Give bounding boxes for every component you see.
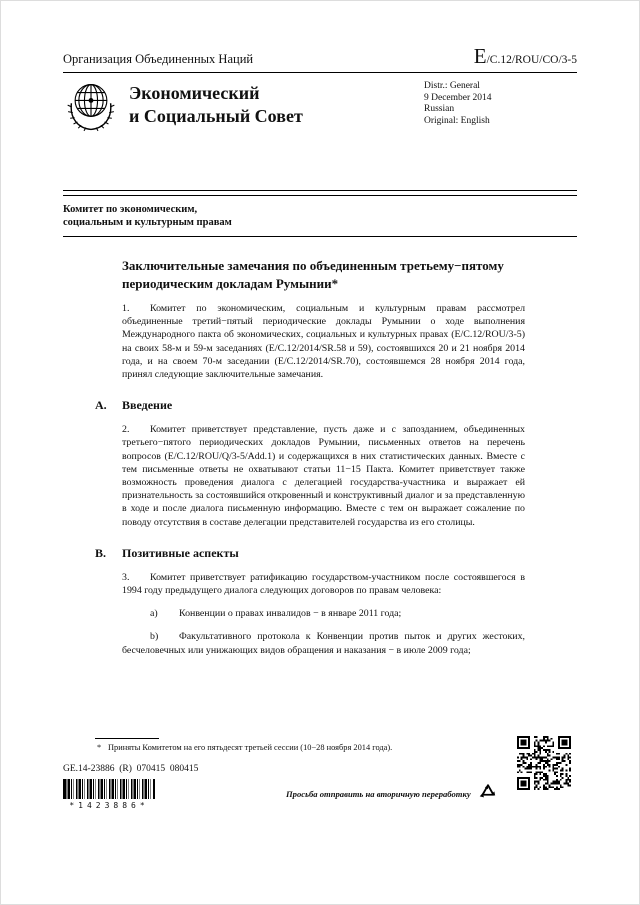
list-item-a (122, 607, 525, 620)
footnote (95, 743, 515, 752)
un-emblem-icon (63, 78, 119, 136)
section-a-letter: A. (95, 398, 107, 413)
footnote-rule (95, 738, 159, 739)
org-name: Организация Объединенных Наций (63, 52, 254, 66)
recycle-icon (478, 781, 498, 806)
section-a-heading (95, 398, 525, 413)
paragraph-1 (122, 302, 525, 381)
ge-document-number: GE.14-23886 (R) 070415 080415 (63, 764, 199, 774)
distribution-info (424, 81, 577, 136)
section-b-heading (95, 546, 525, 561)
masthead (63, 0, 577, 73)
section-rule (63, 236, 577, 237)
list-item-b (122, 630, 525, 656)
footnote-text: Приняты Комитетом на его пятьдесят третьей сессии (10−28 ноября 2014 года). (108, 743, 393, 752)
date-line: 9 December 2014 (424, 92, 492, 103)
barcode-bars (63, 779, 155, 799)
paragraph-3-text: Комитет приветствует ратификацию государством-участником после состоявшегося в 1994 году предыдущего диалога следующих договоров по правам человека: (122, 571, 525, 597)
footnote-marker: * (97, 743, 102, 752)
section-b-title: Позитивные аспекты (122, 545, 239, 560)
double-rule (63, 190, 577, 196)
committee-name-line1: Комитет по экономическим, (63, 204, 198, 215)
qr-code (517, 736, 571, 790)
committee-name (63, 203, 577, 229)
document-title: Заключительные замечания по объединенным третьему−пятому периодическим докладам Румынии* (122, 258, 504, 291)
council-title (129, 82, 303, 136)
language-line: Russian (424, 104, 455, 115)
recycle-text: Просьба отправить на вторичную переработку (286, 788, 471, 799)
document-symbol-letter: E (473, 44, 487, 68)
section-a-title: Введение (122, 398, 173, 413)
council-title-line2: и Социальный Совет (129, 106, 303, 126)
paragraph-3 (122, 571, 525, 597)
list-item-b-text: Факультативного протокола к Конвенции против пыток и других жестоких, бесчеловечных или унижающих видов обращения и наказания − в июле 2009 года; (122, 631, 525, 656)
list-item-b-marker: b) (150, 631, 159, 643)
barcode-text: *1423886* (69, 801, 149, 810)
barcode (63, 779, 155, 810)
document-symbol (474, 44, 577, 69)
recycle-notice (286, 781, 498, 806)
paragraph-1-number: 1. (122, 303, 130, 314)
paragraph-2 (122, 423, 525, 529)
footnote-area (95, 738, 515, 752)
paragraph-1-text: Комитет по экономическим, социальным и культурным правам рассмотрел объединенные третий−пятый периодические доклады Румынии о ходе выполнения Международного пакта об экономических, социальных и культурных правах (E/C.12/ROU/3-5) на своих 58-м и 59-м заседаниях (E/C.12/2014/SR.58 и 59), состоявшихся 20 и 21 ноября 2014 года, и на своем 70-м заседании (E/C.12/2014/SR.70), состоявшемся 28 ноября 2014 года, принял следующие заключительные замечания. (122, 303, 525, 381)
council-title-line1: Экономический (129, 83, 260, 103)
paragraph-2-text: Комитет приветствует представление, пусть даже и с запозданием, объединенных третьего−пятого периодических докладов Румынии, письменных ответов на перечень вопросов (E/C.12/ROU/Q/3-5/Add.1) и содержащихся в них статистических данных. Вместе с тем письменные ответы не охватывают статьи 11−15 Пакта. Комитет приветствует также возможность проведения диалога с делегацией государства-участника и выражает ей признательность за состоявшийся откровенный и конструктивный диалог и за представленную в ходе и после диалога письменную информацию. Вместе с тем он выражает сожаление по поводу отсутствия в составе делегации представителей государства из его столицы. (122, 424, 525, 528)
original-language-line: Original: English (424, 115, 490, 126)
paragraph-2-number: 2. (122, 424, 130, 436)
document-symbol-rest: /C.12/ROU/CO/3-5 (486, 54, 577, 66)
section-b-letter: B. (95, 545, 107, 560)
list-item-a-text: Конвенции о правах инвалидов − в январе 2011 года; (179, 608, 402, 620)
list-item-a-marker: a) (150, 608, 158, 620)
org-header (63, 78, 577, 136)
document-body (95, 257, 525, 657)
committee-name-line2: социальным и культурным правам (63, 217, 232, 228)
paragraph-3-number: 3. (122, 571, 130, 583)
distr-line: Distr.: General (424, 81, 480, 91)
